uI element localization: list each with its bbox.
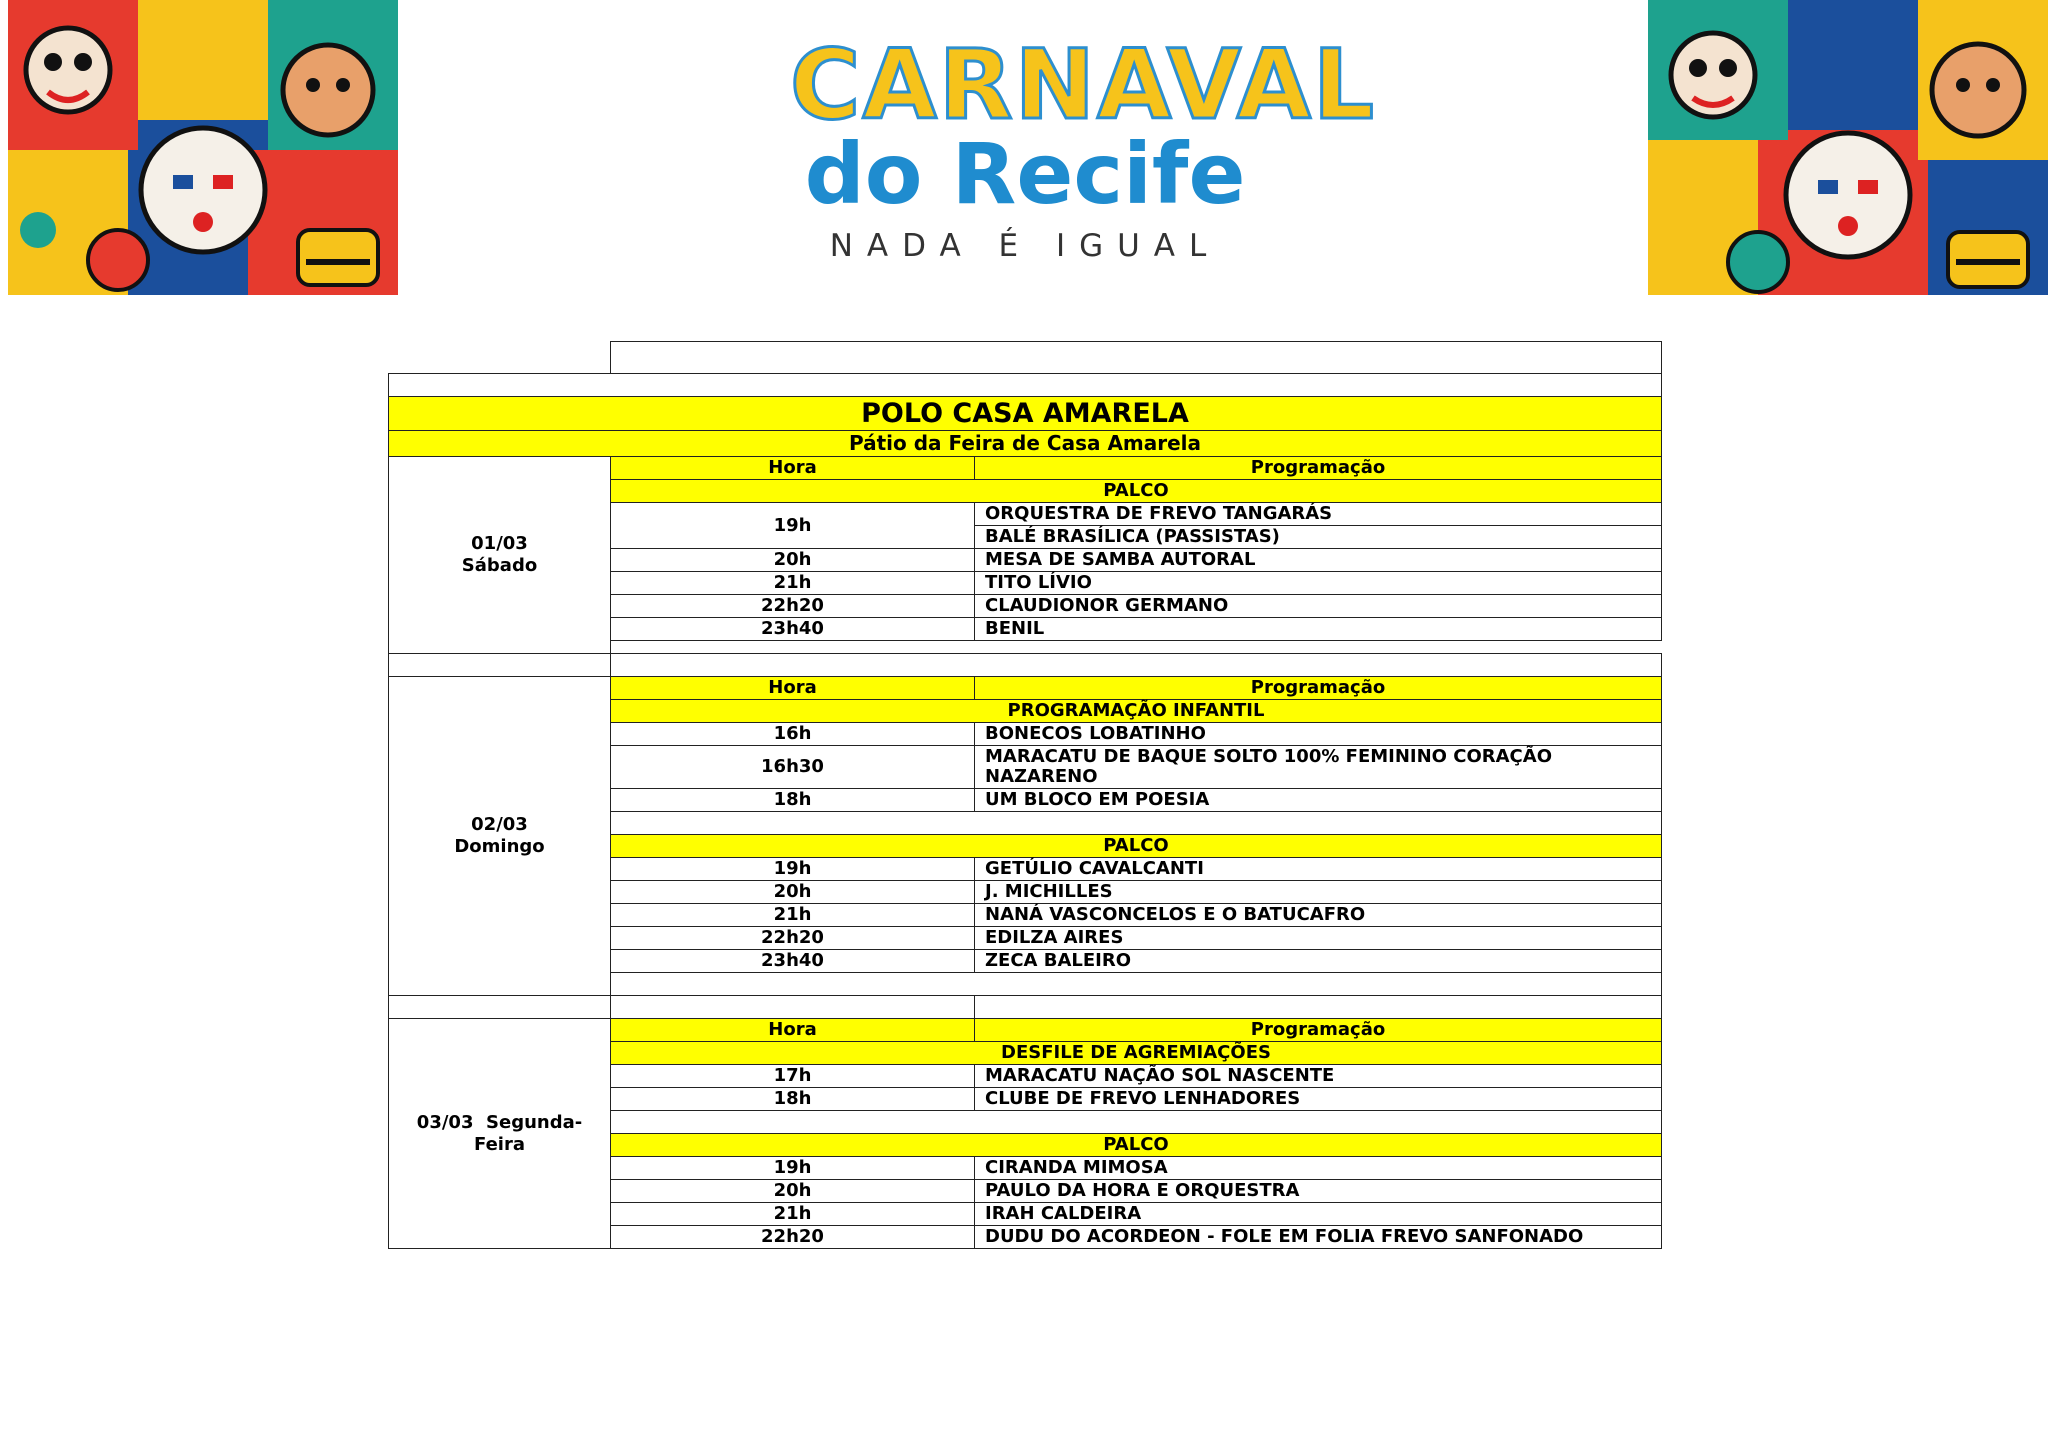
act-cell: BALÉ BRASÍLICA (PASSISTAS) bbox=[975, 526, 1662, 549]
act-cell: NANÁ VASCONCELOS E O BATUCAFRO bbox=[975, 904, 1662, 927]
time-cell: 21h bbox=[611, 1203, 975, 1226]
act-cell: BENIL bbox=[975, 618, 1662, 641]
act-cell: DUDU DO ACORDEON - FOLE EM FOLIA FREVO SANFONADO bbox=[975, 1226, 1662, 1249]
polo-subtitle: Pátio da Feira de Casa Amarela bbox=[389, 431, 1662, 457]
act-cell: GETÚLIO CAVALCANTI bbox=[975, 858, 1662, 881]
hora-header: Hora bbox=[611, 1019, 975, 1042]
carnival-art-left bbox=[8, 0, 398, 295]
act-cell: MARACATU DE BAQUE SOLTO 100% FEMININO CORAÇÃO NAZARENO bbox=[975, 746, 1662, 789]
carnival-art-right bbox=[1648, 0, 2048, 295]
act-cell: J. MICHILLES bbox=[975, 881, 1662, 904]
logo-carnaval-text bbox=[790, 29, 1377, 141]
section-header: PALCO bbox=[611, 1134, 1662, 1157]
schedule-table bbox=[388, 341, 1662, 1249]
day-date: 02/03 bbox=[471, 814, 528, 835]
table-row bbox=[389, 654, 1662, 677]
time-cell: 16h bbox=[611, 723, 975, 746]
table-row bbox=[389, 374, 1662, 397]
time-cell: 18h bbox=[611, 1088, 975, 1111]
table-row bbox=[389, 457, 1662, 480]
blank-cell bbox=[611, 812, 1662, 835]
section-header: DESFILE DE AGREMIAÇÕES bbox=[611, 1042, 1662, 1065]
act-cell: IRAH CALDEIRA bbox=[975, 1203, 1662, 1226]
act-cell: PAULO DA HORA E ORQUESTRA bbox=[975, 1180, 1662, 1203]
day-weekday: Sábado bbox=[461, 555, 538, 576]
act-cell: CLUBE DE FREVO LENHADORES bbox=[975, 1088, 1662, 1111]
blank-cell bbox=[611, 1111, 1662, 1134]
act-cell: ORQUESTRA DE FREVO TANGARÁS bbox=[975, 503, 1662, 526]
act-cell: EDILZA AIRES bbox=[975, 927, 1662, 950]
act-cell: UM BLOCO EM POESIA bbox=[975, 789, 1662, 812]
act-cell: BONECOS LOBATINHO bbox=[975, 723, 1662, 746]
table-row bbox=[389, 1019, 1662, 1042]
day-weekday: Segunda-Feira bbox=[474, 1111, 583, 1155]
act-cell: CIRANDA MIMOSA bbox=[975, 1157, 1662, 1180]
day-date: 01/03 bbox=[471, 533, 528, 554]
blank-cell bbox=[389, 342, 611, 374]
time-cell: 19h bbox=[611, 503, 975, 549]
carnaval-recife-logo bbox=[790, 29, 1377, 264]
act-cell: ZECA BALEIRO bbox=[975, 950, 1662, 973]
time-cell: 23h40 bbox=[611, 618, 975, 641]
hora-header: Hora bbox=[611, 677, 975, 700]
time-cell: 20h bbox=[611, 1180, 975, 1203]
programacao-header: Programação bbox=[975, 457, 1662, 480]
table-row bbox=[389, 342, 1662, 374]
day-date: 03/03 bbox=[416, 1111, 474, 1133]
day-weekday: Domingo bbox=[454, 836, 545, 857]
logo-carnaval-line: CARNAVAL bbox=[790, 29, 1377, 141]
blank-cell bbox=[611, 342, 1662, 374]
time-cell: 21h bbox=[611, 572, 975, 595]
blank-cell bbox=[611, 654, 1662, 677]
day-cell bbox=[389, 1019, 611, 1249]
time-cell: 20h bbox=[611, 881, 975, 904]
polo-title: POLO CASA AMARELA bbox=[389, 397, 1662, 431]
table-row bbox=[389, 431, 1662, 457]
act-cell: CLAUDIONOR GERMANO bbox=[975, 595, 1662, 618]
time-cell: 22h20 bbox=[611, 927, 975, 950]
time-cell: 18h bbox=[611, 789, 975, 812]
time-cell: 22h20 bbox=[611, 1226, 975, 1249]
time-cell: 22h20 bbox=[611, 595, 975, 618]
programacao-header: Programação bbox=[975, 677, 1662, 700]
hora-header: Hora bbox=[611, 457, 975, 480]
logo-recife-text: do Recife bbox=[804, 125, 1246, 223]
blank-cell bbox=[611, 973, 1662, 996]
time-cell: 19h bbox=[611, 858, 975, 881]
time-cell: 21h bbox=[611, 904, 975, 927]
blank-cell bbox=[389, 374, 1662, 397]
table-row bbox=[389, 397, 1662, 431]
table-row bbox=[389, 996, 1662, 1019]
act-cell: MESA DE SAMBA AUTORAL bbox=[975, 549, 1662, 572]
blank-cell bbox=[611, 641, 1662, 654]
time-cell: 23h40 bbox=[611, 950, 975, 973]
blank-cell bbox=[975, 996, 1662, 1019]
blank-cell bbox=[389, 996, 611, 1019]
blank-cell bbox=[389, 654, 611, 677]
time-cell: 17h bbox=[611, 1065, 975, 1088]
time-cell: 20h bbox=[611, 549, 975, 572]
day-cell bbox=[389, 677, 611, 996]
time-cell: 16h30 bbox=[611, 746, 975, 789]
logo-tagline: NADA É IGUAL bbox=[829, 228, 1221, 264]
programacao-header: Programação bbox=[975, 1019, 1662, 1042]
section-header: PALCO bbox=[611, 835, 1662, 858]
day-cell bbox=[389, 457, 611, 654]
section-header: PROGRAMAÇÃO INFANTIL bbox=[611, 700, 1662, 723]
act-cell: TITO LÍVIO bbox=[975, 572, 1662, 595]
section-header: PALCO bbox=[611, 480, 1662, 503]
time-cell: 19h bbox=[611, 1157, 975, 1180]
act-cell: MARACATU NAÇÃO SOL NASCENTE bbox=[975, 1065, 1662, 1088]
table-row bbox=[389, 677, 1662, 700]
blank-cell bbox=[611, 996, 975, 1019]
